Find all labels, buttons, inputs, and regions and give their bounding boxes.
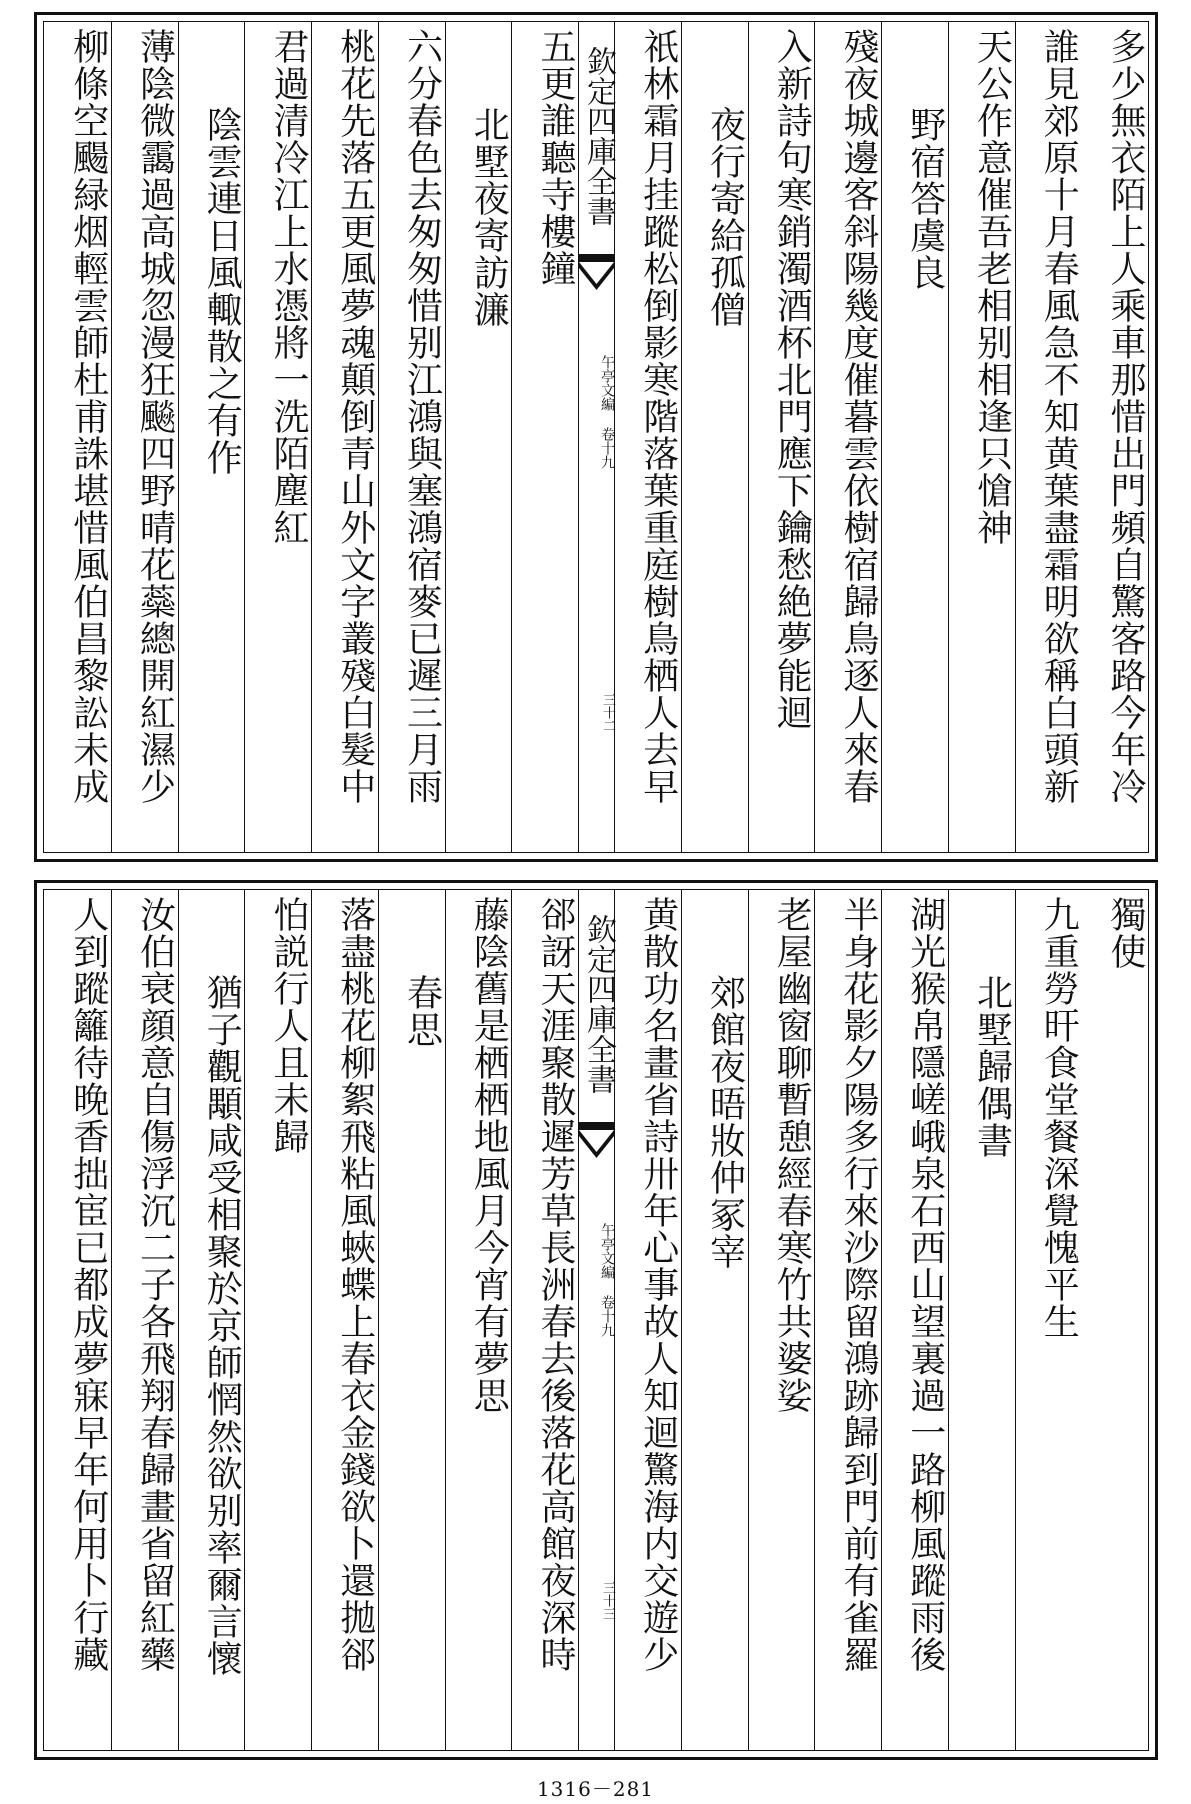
text-column: 君過清冷江上水憑將一洗陌塵紅 (244, 22, 311, 852)
text-column: 桃花先落五更風夢魂顛倒青山外文字叢殘白髮中 (311, 22, 378, 852)
page-number: 三十二 (600, 692, 615, 732)
center-fold (578, 890, 614, 1750)
text-column: 祇林霜月挂蹤松倒影寒階落葉重庭樹鳥栖人去早 (614, 22, 681, 852)
bottom-page-panel (34, 880, 1158, 1760)
text-column: 半身花影夕陽多行來沙際留鴻跡歸到門前有雀羅 (814, 890, 881, 1750)
poem-title: 夜行寄給孤僧 (681, 22, 748, 852)
text-column: 郤訝天涯聚散遲芳草長洲春去後落花高館夜深時 (511, 890, 578, 1750)
text-column: 獨使 (1105, 896, 1146, 970)
text-column: 多少無衣陌上人乘車那惜出門頻自驚客路今年冷 (1105, 28, 1146, 805)
text-column: 柳條空颺緑烟輕雲師杜甫誅堪惜風伯昌黎訟未成 (67, 28, 109, 805)
text-column: 藤陰舊是栖栖地風月今宵有夢思 (445, 890, 512, 1750)
fish-tail-mark (579, 254, 614, 292)
poem-title: 郊館夜晤妝仲冢宰 (681, 890, 748, 1750)
text-column: 人到蹤籬待晚香拙宦已都成夢寐早年何用卜行藏 (67, 896, 109, 1673)
volume-label: 午亭文編 卷十九 (599, 355, 615, 469)
page-number: 三十三 (600, 1580, 615, 1620)
text-column: 五更誰聽寺樓鐘 (511, 22, 578, 852)
text-column: 入新詩句寒銷濁酒杯北門應下鑰愁絶夢能迴 (748, 22, 815, 852)
top-page-panel (34, 12, 1158, 862)
book-title: 欽定四庫全書 (581, 46, 616, 226)
poem-title: 陰雲連日風輙散之有作 (178, 22, 245, 852)
poem-title: 猶子觀顒咸受相聚於京師惘然欲别率爾言懷 (178, 890, 245, 1750)
text-column: 落盡桃花柳絮飛粘風蛺蝶上春衣金錢欲卜還拋郤 (311, 890, 378, 1750)
book-title: 欽定四庫全書 (581, 914, 616, 1094)
volume-label: 午亭文編 卷十九 (599, 1223, 615, 1337)
text-column: 怕説行人且未歸 (244, 890, 311, 1750)
poem-title: 野宿答虞良 (881, 22, 948, 852)
top-page-inner-border (43, 21, 1149, 853)
text-column: 六分春色去匆匆惜别江鴻與塞鴻宿麥已遲三月雨 (378, 22, 445, 852)
poem-title: 春思 (378, 890, 445, 1750)
bottom-page-inner-border (43, 889, 1149, 1751)
fish-tail-mark (579, 1122, 614, 1160)
text-column: 汝伯衰顔意自傷浮沉二子各飛翔春歸畫省留紅藥 (111, 890, 178, 1750)
center-fold (578, 22, 614, 852)
page-footer-number: 1316－281 (536, 1777, 655, 1801)
poem-title: 北墅夜寄訪濂 (445, 22, 512, 852)
text-column: 誰見郊原十月春風急不知黄葉盡霜明欲稱白頭新 (1015, 22, 1082, 852)
text-column: 九重勞旰食堂餐深覺愧平生 (1015, 890, 1082, 1750)
text-column: 殘夜城邊客斜陽幾度催暮雲依樹宿歸鳥逐人來春 (814, 22, 881, 852)
text-column: 老屋幽窗聊暫憩經春寒竹共婆娑 (748, 890, 815, 1750)
poem-title: 北墅歸偶書 (948, 890, 1015, 1750)
text-column: 黄散功名畫省詩卅年心事故人知迴驚海内交遊少 (614, 890, 681, 1750)
text-column: 天公作意催吾老相别相逢只愴神 (948, 22, 1015, 852)
text-column: 湖光猴帛隱嵯峨泉石西山望裏過一路柳風蹤雨後 (881, 890, 948, 1750)
text-column: 薄陰微靄過高城忽漫狂飈四野晴花蘂總開紅濕少 (111, 22, 178, 852)
